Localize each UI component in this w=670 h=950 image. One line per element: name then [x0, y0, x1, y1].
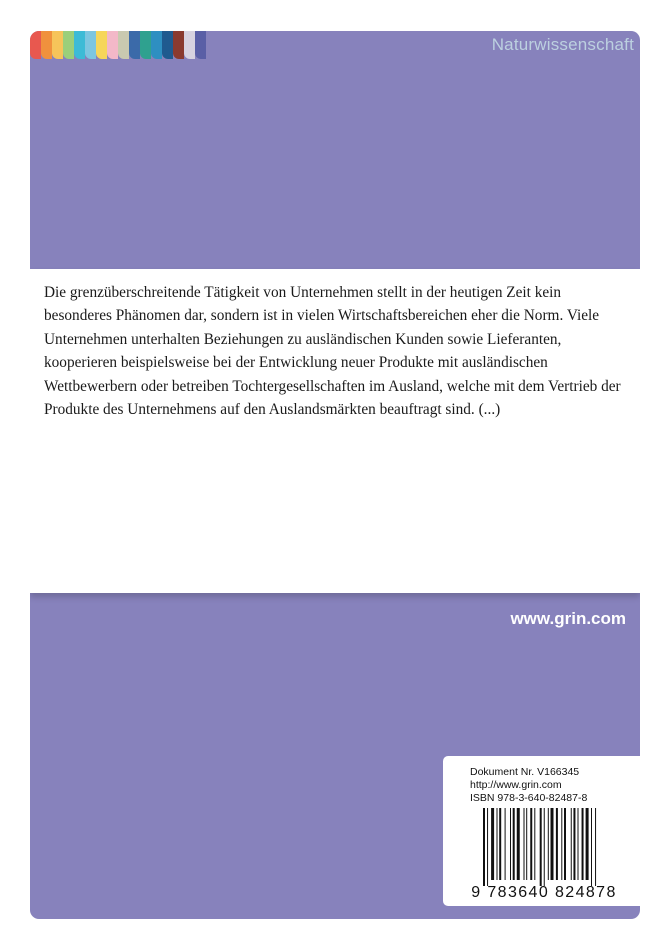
barcode-bar [586, 808, 589, 880]
back-cover [30, 31, 640, 919]
barcode-bar [524, 808, 525, 880]
color-stripe [162, 31, 173, 59]
barcode-bar [534, 808, 535, 880]
color-stripe [184, 31, 195, 59]
color-stripe [140, 31, 151, 59]
blurb-text: Die grenzüberschreitende Tätigkeit von Unternehmen stellt in der heutigen Zeit kein besonderes Phänomen dar, sondern ist in vielen Wirtschaftsbereichen eher die Norm. Viele Unternehmen unterhalten Beziehungen zu ausländischen Kunden sowie Lieferanten, kooperieren beispielsweise bei der Entwicklung neuer Produkte mit ausländischen Wettbewerbern oder betreiben Tochtergesellschaften im Ausland, welche mit dem Vertrieb der Produkte des Unternehmens auf den Auslandsmärkten beauftragt sind. (...) [44, 284, 621, 419]
color-stripe [63, 31, 74, 59]
color-stripe [195, 31, 206, 59]
color-stripe [107, 31, 118, 59]
document-info [470, 766, 587, 805]
barcode-digits: 9 783640 824878 [471, 884, 617, 901]
barcode-bar [483, 808, 485, 886]
barcode-bar [491, 808, 494, 880]
barcode-bar [505, 808, 506, 880]
color-stripe [52, 31, 63, 59]
barcode-bar [564, 808, 566, 880]
color-stripe [85, 31, 96, 59]
barcode-bar [499, 808, 501, 880]
barcode-bar [513, 808, 515, 880]
barcode-bar [530, 808, 532, 880]
color-stripes [30, 31, 206, 59]
category-label: Naturwissenschaft [491, 35, 634, 54]
blurb-panel [30, 269, 640, 593]
barcode-bar [591, 808, 592, 886]
document-number: Dokument Nr. V166345 [470, 766, 580, 778]
barcode-panel [443, 756, 640, 906]
barcode-bar [561, 808, 562, 880]
color-stripe [151, 31, 162, 59]
barcode-bar [571, 808, 572, 880]
barcode-bar [551, 808, 554, 880]
color-stripe [30, 31, 41, 59]
barcode-bar [578, 808, 579, 880]
barcode-bar [487, 808, 488, 886]
barcode-bar [526, 808, 527, 880]
color-stripe [74, 31, 85, 59]
barcode-bar [517, 808, 520, 880]
barcode-bar [497, 808, 498, 880]
document-url: http://www.grin.com [470, 779, 562, 791]
barcode-bar [540, 808, 542, 886]
isbn-barcode [483, 808, 627, 886]
barcode-bar [582, 808, 584, 880]
barcode-bar [544, 808, 545, 886]
barcode-bar [556, 808, 558, 880]
color-stripe [173, 31, 184, 59]
barcode-bar [510, 808, 511, 880]
barcode-bar [595, 808, 596, 886]
color-stripe [118, 31, 129, 59]
color-stripe [129, 31, 140, 59]
publisher-website: www.grin.com [510, 609, 626, 628]
barcode-bar [573, 808, 575, 880]
color-stripe [96, 31, 107, 59]
barcode-bar [548, 808, 549, 880]
isbn-number: ISBN 978-3-640-82487-8 [470, 792, 588, 804]
color-stripe [41, 31, 52, 59]
